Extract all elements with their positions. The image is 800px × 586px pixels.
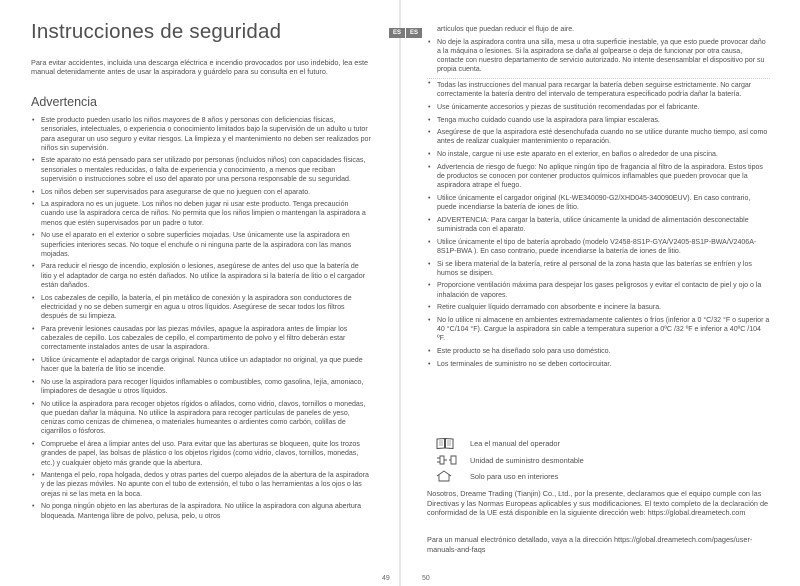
list-item: • Use únicamente accesorios y piezas de sustitución recomendadas por el fabricante. bbox=[427, 103, 770, 112]
page-number-right: 50 bbox=[422, 575, 430, 582]
indoor-house-icon bbox=[436, 470, 452, 482]
list-item: • No ponga ningún objeto en las aberturas de la aspiradora. No utilice la aspiradora con alguna abertura bloqueada. Mantenga libre de polvo, pelusa, pelo, u otros bbox=[31, 502, 371, 521]
symbol-label-indoor: Solo para uso en interiores bbox=[470, 471, 559, 481]
detachable-supply-icon bbox=[436, 455, 458, 465]
list-item: • Si se libera material de la batería, retire al personal de la zona hasta que las baterías se enfríen y los humos se disipen. bbox=[427, 260, 770, 279]
right-page bbox=[400, 0, 800, 586]
manual-link-paragraph: Para un manual electrónico detallado, vaya a la dirección https://global.dreametech.com/pages/user-manuals-and-faqs bbox=[427, 535, 753, 554]
list-item: • Para prevenir lesiones causadas por las piezas móviles, apague la aspiradora antes de limpiar los cabezales de cepillo. Los cabezales de cepillo, el compartimento de polvo y el filtro deberán estar correctamente instalados antes de usar la aspiradora. bbox=[31, 325, 371, 353]
list-item: • Este producto pueden usarlo los niños mayores de 8 años y personas con deficiencias físicas, sensoriales, intelectuales, o experiencia o conocimiento limitados bajo la supervisión de un adulto u tutor para asegurar un uso seguro y evitar riesgos. La limpieza y el mantenimiento no deben ser realizados por niños sin supervisión. bbox=[31, 116, 371, 153]
list-item: • Proporcione ventilación máxima para despejar los gases peligrosos y evitar el contacto de piel y ojo o la inhalación de vapores. bbox=[427, 281, 770, 300]
page-title: Instrucciones de seguridad bbox=[31, 20, 282, 43]
list-item: • No use el aparato en el exterior o sobre superficies mojadas. Use únicamente use la aspiradora en superficies interiores secas. No toque el enchufe o ni ninguna parte de la aspiradora con las manos mojadas. bbox=[31, 231, 371, 259]
intro-paragraph: Para evitar accidentes, incluida una descarga eléctrica e incendio provocados por uso indebido, lea este manual detenidamente antes de usar la aspiradora y guárdelo para su consulta en el futuro. bbox=[31, 58, 369, 77]
right-warning-list bbox=[427, 25, 770, 372]
list-item: • No instale, cargue ni use este aparato en el exterior, en baños o alrededor de una piscina. bbox=[427, 150, 770, 159]
symbol-row-indoor bbox=[436, 470, 559, 482]
symbol-row-supply bbox=[436, 454, 584, 466]
book-icon bbox=[436, 437, 454, 449]
list-item: • No utilice la aspiradora para recoger objetos rígidos o afilados, como vidrio, clavos, tornillos o monedas, que puedan dañar la máquina. No utilice la aspiradora para recoger partículas de paneles de yeso, cenizas como cenizas de chimenea, o materiales humeantes o ardientes como carbón, colillas de cigarrillos o fósforos. bbox=[31, 400, 371, 437]
list-item: • Este aparato no está pensado para ser utilizado por personas (incluidos niños) con capacidades físicas, sensoriales o mentales reducidas, o falta de experiencia y conocimiento, a menos que reciban supervisión o instrucciones sobre el uso del aparato por una persona responsable de su seguridad. bbox=[31, 156, 371, 184]
list-item: • ADVERTENCIA: Para cargar la batería, utilice únicamente la unidad de alimentación desconectable suministrada con el aparato. bbox=[427, 216, 770, 235]
list-item: • Advertencia de riesgo de fuego: No aplique ningún tipo de fragancia al filtro de la aspiradora. Estos tipos de productos se conocen por contener productos químicos inflamables que pueden provocar que la aspiradora atrape el fuego. bbox=[427, 163, 770, 191]
list-item: • Para reducir el riesgo de incendio, explosión o lesiones, asegúrese de antes del uso que la batería de litio y el adaptador de carga no estén dañados. No utilice la aspiradora si la batería de litio o el cargador están dañados. bbox=[31, 262, 371, 290]
warning-heading: Advertencia bbox=[31, 95, 98, 109]
list-item: • Utilice únicamente el cargador original (KL-WE340090-G2/XHD045-340090EUV). En caso contrario, puede incendiarse la batería de iones de litio. bbox=[427, 194, 770, 213]
list-item: • Los terminales de suministro no se deben cortocircuitar. bbox=[427, 360, 770, 369]
list-item: • Los cabezales de cepillo, la batería, el pin metálico de conexión y la aspiradora son conductores de electricidad y no se deben sumergir en agua u otros líquidos. Asegúrese de secar todos los filtros después de su limpieza. bbox=[31, 294, 371, 322]
list-item: • Mantenga el pelo, ropa holgada, dedos y otras partes del cuerpo alejados de la abertura de la aspiradora y de las piezas móviles. No apunte con el tubo de extensión, el tubo o las herramientas a los ojos o las orejas ni se las meta en la boca. bbox=[31, 471, 371, 499]
list-item: • Retire cualquier líquido derramado con absorbente e incinere la basura. bbox=[427, 303, 770, 312]
list-item: • Utilice únicamente el adaptador de carga original. Nunca utilice un adaptador no original, ya que puede hacer que la batería de litio se incendie. bbox=[31, 356, 371, 375]
page-number-left: 49 bbox=[382, 575, 390, 582]
list-item: • Tenga mucho cuidado cuando use la aspiradora para limpiar escaleras. bbox=[427, 116, 770, 125]
list-item: • No lo utilice ni almacene en ambientes extremadamente calientes o fríos (inferior a 0 °C/32 °F o superior a 40 °C/104 °F). Cargue la aspiradora sin cable a temperatura superior a 0ºC /32 ºF e inferior a 40ºC /104 ºF. bbox=[427, 316, 770, 344]
declaration-paragraph: Nosotros, Dreame Trading (Tianjin) Co., Ltd., por la presente, declaramos que el equipo cumple con las Directivas y las Normas Europeas aplicables y sus modificaciones. El texto completo de la declaración de conformidad de la UE está disponible en la siguiente dirección web: https://global.dreametech.com bbox=[427, 489, 769, 518]
list-continuation: artículos que puedan reducir el flujo de aire. bbox=[437, 26, 575, 33]
language-badge-left: ES bbox=[389, 28, 405, 38]
list-item: • Utilice únicamente el tipo de batería aprobado (modelo V2458-8S1P-GYA/V2405-8S1P-BWA/V2406A-8S1P-BWA ). En caso contrario, puede incendiarse la batería de iones de litio. bbox=[427, 238, 770, 257]
list-item: • Todas las instrucciones del manual para recargar la batería deben seguirse estrictamente. No cargar correctamente la batería dentro del intervalo de temperatura especificado podría dañar la batería. bbox=[427, 78, 770, 100]
symbol-row-manual bbox=[436, 437, 560, 449]
symbol-label-manual: Lea el manual del operador bbox=[470, 438, 560, 448]
language-badge-right: ES bbox=[406, 28, 422, 38]
left-warning-list bbox=[31, 116, 371, 524]
list-item: • No deje la aspiradora contra una silla, mesa u otra superficie inestable, ya que esto puede provocar daño a la máquina o lesiones. Si la aspiradora se daña al golpearse o deja de funcionar por otra causa, contacte con nuestro departamento de servicio autorizado. No intente desensamblar el dispositivo por su propia cuenta. bbox=[427, 38, 770, 75]
list-item: • La aspiradora no es un juguete. Los niños no deben jugar ni usar este producto. Tenga precaución cuando use la aspiradora cerca de niños. No permita que los niños limpien o mantengan la aspiradora a menos que estén supervisados por un padre o tutor. bbox=[31, 200, 371, 228]
symbol-label-supply: Unidad de suministro desmontable bbox=[470, 455, 584, 465]
list-item: • No use la aspiradora para recoger líquidos inflamables o combustibles, como gasolina, lejía, amoniaco, limpiadores de desagüe u otros líquidos. bbox=[31, 378, 371, 397]
list-item: • Los niños deben ser supervisados para asegurarse de que no jueguen con el aparato. bbox=[31, 188, 371, 197]
list-item: • Asegúrese de que la aspiradora esté desenchufada cuando no se utilice durante mucho tiempo, así como antes de realizar cualquier mantenimiento o reparación. bbox=[427, 128, 770, 147]
list-item: • Compruebe el área a limpiar antes del uso. Para evitar que las aberturas se bloqueen, quite los trozos grandes de papel, las bolsas de plástico o los objetos rígidos (como vidrio, clavos, tornillos, monedas, etc.) y cualquier objeto más grande que la abertura. bbox=[31, 440, 371, 468]
list-item: • Este producto se ha diseñado solo para uso doméstico. bbox=[427, 347, 770, 356]
